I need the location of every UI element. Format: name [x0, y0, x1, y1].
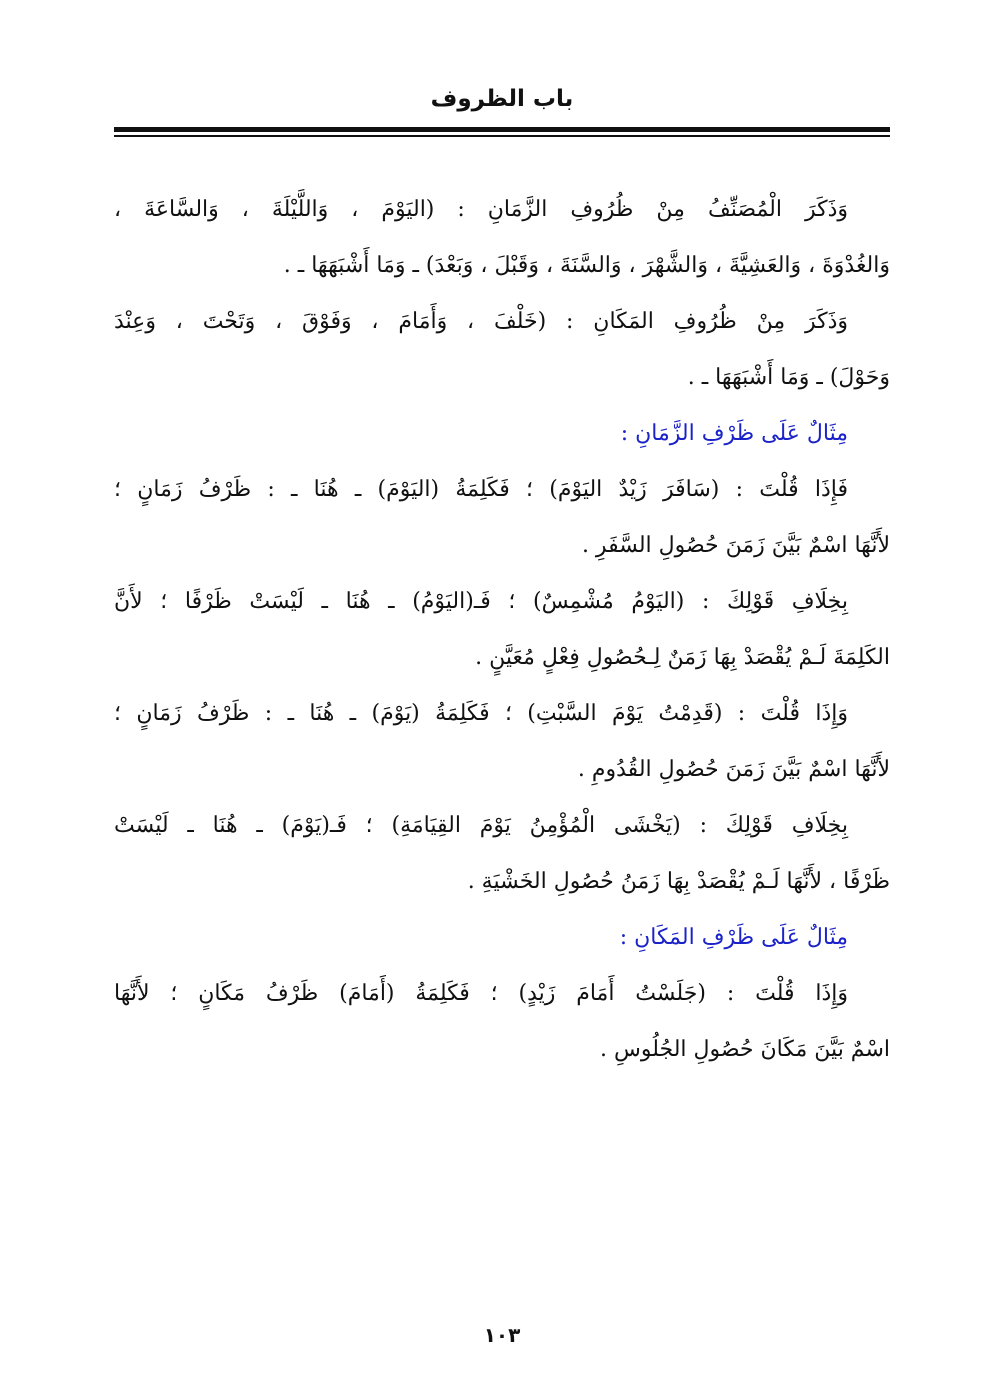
paragraph-line: اسْمٌ بَيَّنَ مَكَانَ حُصُولِ الجُلُوسِ . — [600, 1037, 890, 1062]
paragraph-line: وَالغُدْوَةَ ، وَالعَشِيَّةَ ، وَالشَّهْرَ ، وَالسَّنَةَ ، وَقَبْلَ ، وَبَعْدَ) ـ وَمَا أَشْبَهَهَا ـ . — [283, 253, 890, 278]
paragraph-line: وَذَكَرَ مِنْ ظُرُوفِ المَكَانِ : (خَلْفَ ، وَأَمَامَ ، وَفَوْقَ ، وَتَحْتَ ، وَعِنْدَ — [114, 309, 848, 334]
paragraph-line: لأَنَّهَا اسْمٌ بَيَّنَ زَمَنَ حُصُولِ القُدُومِ . — [577, 757, 890, 782]
header-divider-thick — [114, 127, 890, 132]
chapter-title: باب الظروف — [430, 86, 574, 112]
example-heading-place: مِثَالٌ عَلَى ظَرْفِ المَكَانِ : — [619, 925, 848, 950]
example-heading-time: مِثَالٌ عَلَى ظَرْفِ الزَّمَانِ : — [620, 421, 848, 446]
header-divider-thin — [114, 135, 890, 137]
paragraph-line: ظَرْفًا ، لأَنَّهَا لَـمْ يُقْصَدْ بِهَا زَمَنُ حُصُولِ الخَشْيَةِ . — [467, 869, 890, 894]
paragraph-line: الكَلِمَةَ لَـمْ يُقْصَدْ بِهَا زَمَنٌ لِـحُصُولِ فِعْلٍ مُعَيَّنٍ . — [475, 645, 890, 670]
paragraph-line: بِخِلَافِ قَوْلِكَ : (اليَوْمُ مُشْمِسٌ) ؛ فَـ(اليَوْمُ) ـ هُنَا ـ لَيْسَتْ ظَرْفًا ؛ لأَنَّ — [114, 589, 848, 614]
paragraph-line: لأَنَّهَا اسْمٌ بَيَّنَ زَمَنَ حُصُولِ السَّفَرِ . — [581, 533, 890, 558]
paragraph-line: فَإِذَا قُلْتَ : (سَافَرَ زَيْدٌ اليَوْمَ) ؛ فَكَلِمَةُ (اليَوْمَ) ـ هُنَا ـ : ظَرْفُ زَمَانٍ ؛ — [114, 477, 848, 502]
paragraph-line: وَحَوْلَ) ـ وَمَا أَشْبَهَهَا ـ . — [687, 365, 890, 390]
main-text — [114, 182, 890, 1078]
paragraph-line: وَإِذَا قُلْتَ : (جَلَسْتُ أَمَامَ زَيْدٍ) ؛ فَكَلِمَةُ (أَمَامَ) ظَرْفُ مَكَانٍ ؛ لأَنَّهَا — [114, 981, 848, 1006]
paragraph-line: وَإِذَا قُلْتَ : (قَدِمْتُ يَوْمَ السَّبْتِ) ؛ فَكَلِمَةُ (يَوْمَ) ـ هُنَا ـ : ظَرْفُ زَمَانٍ ؛ — [114, 701, 848, 726]
paragraph-line: بِخِلَافِ قَوْلِكَ : (يَخْشَى الْمُؤْمِنُ يَوْمَ القِيَامَةِ) ؛ فَـ(يَوْمَ) ـ هُنَا ـ لَيْسَتْ — [114, 813, 848, 838]
paragraph-line: وَذَكَرَ الْمُصَنِّفُ مِنْ ظُرُوفِ الزَّمَانِ : (اليَوْمَ ، وَاللَّيْلَةَ ، وَالسَّاعَةَ ، — [114, 197, 848, 222]
page-number: ١٠٣ — [483, 1323, 521, 1347]
